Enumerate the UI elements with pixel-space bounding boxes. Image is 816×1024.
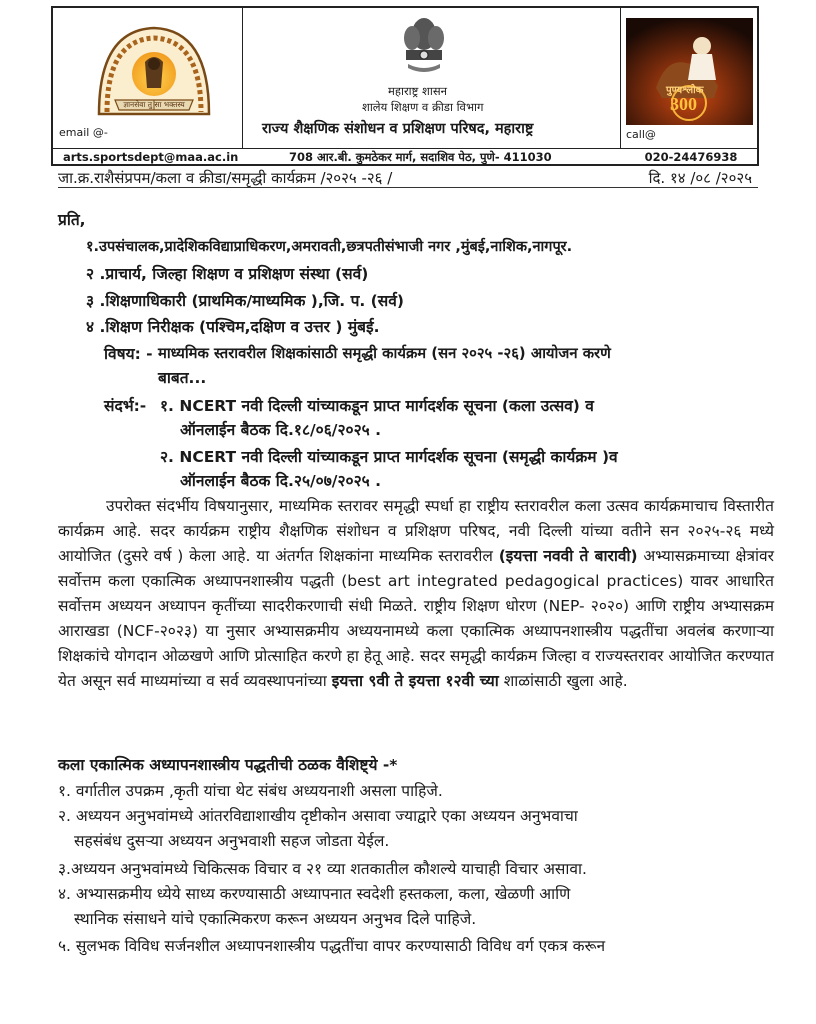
subject-label: विषय: - xyxy=(104,345,153,363)
features-heading: कला एकात्मिक अध्यापनशास्त्रीय पद्धतीची ठळक वैशिष्ट्ये -* xyxy=(58,756,398,774)
letterhead-contact-row xyxy=(53,148,757,165)
references-label: संदर्भ:- xyxy=(104,397,147,415)
letterhead-left-panel xyxy=(53,8,243,148)
body-highlight: इयत्ता ९वी ते इयत्ता १२वी च्या xyxy=(331,672,499,690)
reference-line xyxy=(58,168,758,190)
banner-number: 300 xyxy=(670,94,697,114)
body-paragraph xyxy=(58,494,774,694)
feature-item: २. अध्ययन अनुभवांमध्ये आंतरविद्याशाखीय दृष्टीकोन असावा ज्याद्वारे एका अध्ययन अनुभवाचा xyxy=(58,807,578,825)
feature-item: ५. सुलभक विविध सर्जनशील अध्यापनशास्त्रीय पद्धतींचा वापर करण्यासाठी विविध वर्ग एकत्र करून xyxy=(58,937,606,955)
feature-item: ४. अभ्यासक्रमीय ध्येये साध्य करण्यासाठी अध्यापनात स्वदेशी हस्तकला, कला, खेळणी आणि xyxy=(58,885,571,903)
feature-item: स्थानिक संसाधने यांचे एकात्मिकरण करून अध्ययन अनुभव दिले पाहिजे. xyxy=(74,910,477,928)
letterhead xyxy=(51,6,759,166)
feature-item: सहसंबंध दुसऱ्या अध्ययन अनुभवाशी सहज जोडता येईल. xyxy=(74,832,390,850)
org-name: राज्य शैक्षणिक संशोधन व प्रशिक्षण परिषद, महाराष्ट्र xyxy=(262,121,534,137)
feature-item: १. वर्गातील उपक्रम ,कृती यांचा थेट संबंध अध्ययनाशी असला पाहिजे. xyxy=(58,782,443,800)
body-text: उपरोक्त संदर्भीय विषयानुसार, माध्यमिक स्तरावर समृद्धी स्पर्धा हा राष्ट्रीय स्तरावरील कला उत्सव कार्यक्रमाचाच विस्तारीत कार्यक्रम आहे. सदर कार्यक्रम राष्ट्रीय शैक्षणिक संशोधन व प्रशिक्षण परिषद, नवी दिल्ली यांच्या वतीने सन २०२५-२६ मध्ये आयोजित (दुसरे वर्ष ) केला आहे. या अंतर्गत शिक्षकांना माध्यमिक स्तरावरील xyxy=(58,497,774,565)
scert-logo xyxy=(89,22,219,126)
body-text: अभ्यासक्रमाच्या क्षेत्रांवर सर्वोत्तम कला एकात्मिक अध्यापनशास्त्रीय पद्धती (best art integrated pedagogical practices) यावर आधारित सर्वोत्तम अध्ययन अध्यापन कृतींच्या सादरीकरणाची संधी मिळते. राष्ट्रीय शिक्षण धोरण (NEP- २०२०) आणि राष्ट्रीय अभ्यासक्रम आराखडा (NCF-२०२३) या नुसार अभ्यासक्रमीय अध्ययनामध्ये कला एकात्मिक अध्यापनशास्त्रीय पद्धतींचा अवलंब करणाऱ्या शिक्षकांचे योगदान ओळखणे आणि प्रोत्साहित करणे हा हेतू आहे. सदर समृद्धी कार्यक्रम जिल्हा व राज्यस्तरावर आयोजित करण्यात येत असून सर्व माध्यमांच्या व सर्व व्यवस्थापनांच्या xyxy=(58,547,774,690)
dept-line: शालेय शिक्षण व क्रीडा विभाग xyxy=(362,100,484,114)
banner-text: पुण्यश्लोक xyxy=(666,85,704,96)
letterhead-right-panel xyxy=(620,8,758,148)
addressee-item: १.उपसंचालक,प्रादेशिकविद्याप्राधिकरण,अमरावती,छत्रपतीसंभाजी नगर ,मुंबई,नाशिक,नागपूर. xyxy=(86,239,573,255)
body-highlight: (इयत्ता नववी ते बारावी) xyxy=(498,547,638,565)
addressee-item: २ .प्राचार्य, जिल्हा शिक्षण व प्रशिक्षण संस्था (सर्व) xyxy=(86,265,369,283)
anniversary-banner xyxy=(626,18,753,125)
addressee-heading: प्रति, xyxy=(58,211,86,229)
reference-item: ऑनलाईन बैठक दि.१८/०६/२०२५ . xyxy=(180,421,381,439)
subject-line: बाबत... xyxy=(158,369,207,387)
address-line: 708 आर.बी. कुमठेकर मार्ग, सदाशिव पेठ, पुणे- 411030 xyxy=(289,150,552,164)
reference-date: दि. १४ /०८ /२०२५ xyxy=(648,169,752,187)
ashoka-emblem-icon xyxy=(394,12,454,80)
email-value[interactable]: arts.sportsdept@maa.ac.in xyxy=(63,150,239,164)
reference-number: जा.क्र.राशैसंप्रपम/कला व क्रीडा/समृद्धी कार्यक्रम /२०२५ -२६ / xyxy=(58,169,393,187)
email-label: email @- xyxy=(59,126,108,139)
reference-item: ऑनलाईन बैठक दि.२५/०७/२०२५ . xyxy=(180,472,381,490)
phone-value[interactable]: 020-24476938 xyxy=(644,150,738,164)
logo-motto: ज्ञानसेवा तु सा भक्तस्य xyxy=(123,100,185,109)
feature-item: ३.अध्ययन अनुभवांमध्ये चिकित्सक विचार व २१ व्या शतकातील कौशल्ये याचाही विचार असावा. xyxy=(58,860,587,878)
subject-line: माध्यमिक स्तरावरील शिक्षकांसाठी समृद्धी कार्यक्रम (सन २०२५ -२६) आयोजन करणे xyxy=(158,345,611,362)
addressee-item: ४ .शिक्षण निरीक्षक (पश्चिम,दक्षिण व उत्तर ) मुंबई. xyxy=(86,318,380,336)
gov-line: महाराष्ट्र शासन xyxy=(388,84,447,98)
addressee-item: ३ .शिक्षणाधिकारी (प्राथमिक/माध्यमिक ),जि. प. (सर्व) xyxy=(86,292,404,310)
call-label: call@ xyxy=(626,128,656,141)
reference-item: १. NCERT नवी दिल्ली यांच्याकडून प्राप्त मार्गदर्शक सूचना (कला उत्सव) व xyxy=(160,397,594,415)
reference-underline xyxy=(58,187,758,188)
reference-item: २. NCERT नवी दिल्ली यांच्याकडून प्राप्त मार्गदर्शक सूचना (समृद्धी कार्यक्रम )व xyxy=(160,448,618,466)
body-text: शाळांसाठी खुला आहे. xyxy=(503,672,628,690)
letterhead-center-panel xyxy=(242,8,620,148)
